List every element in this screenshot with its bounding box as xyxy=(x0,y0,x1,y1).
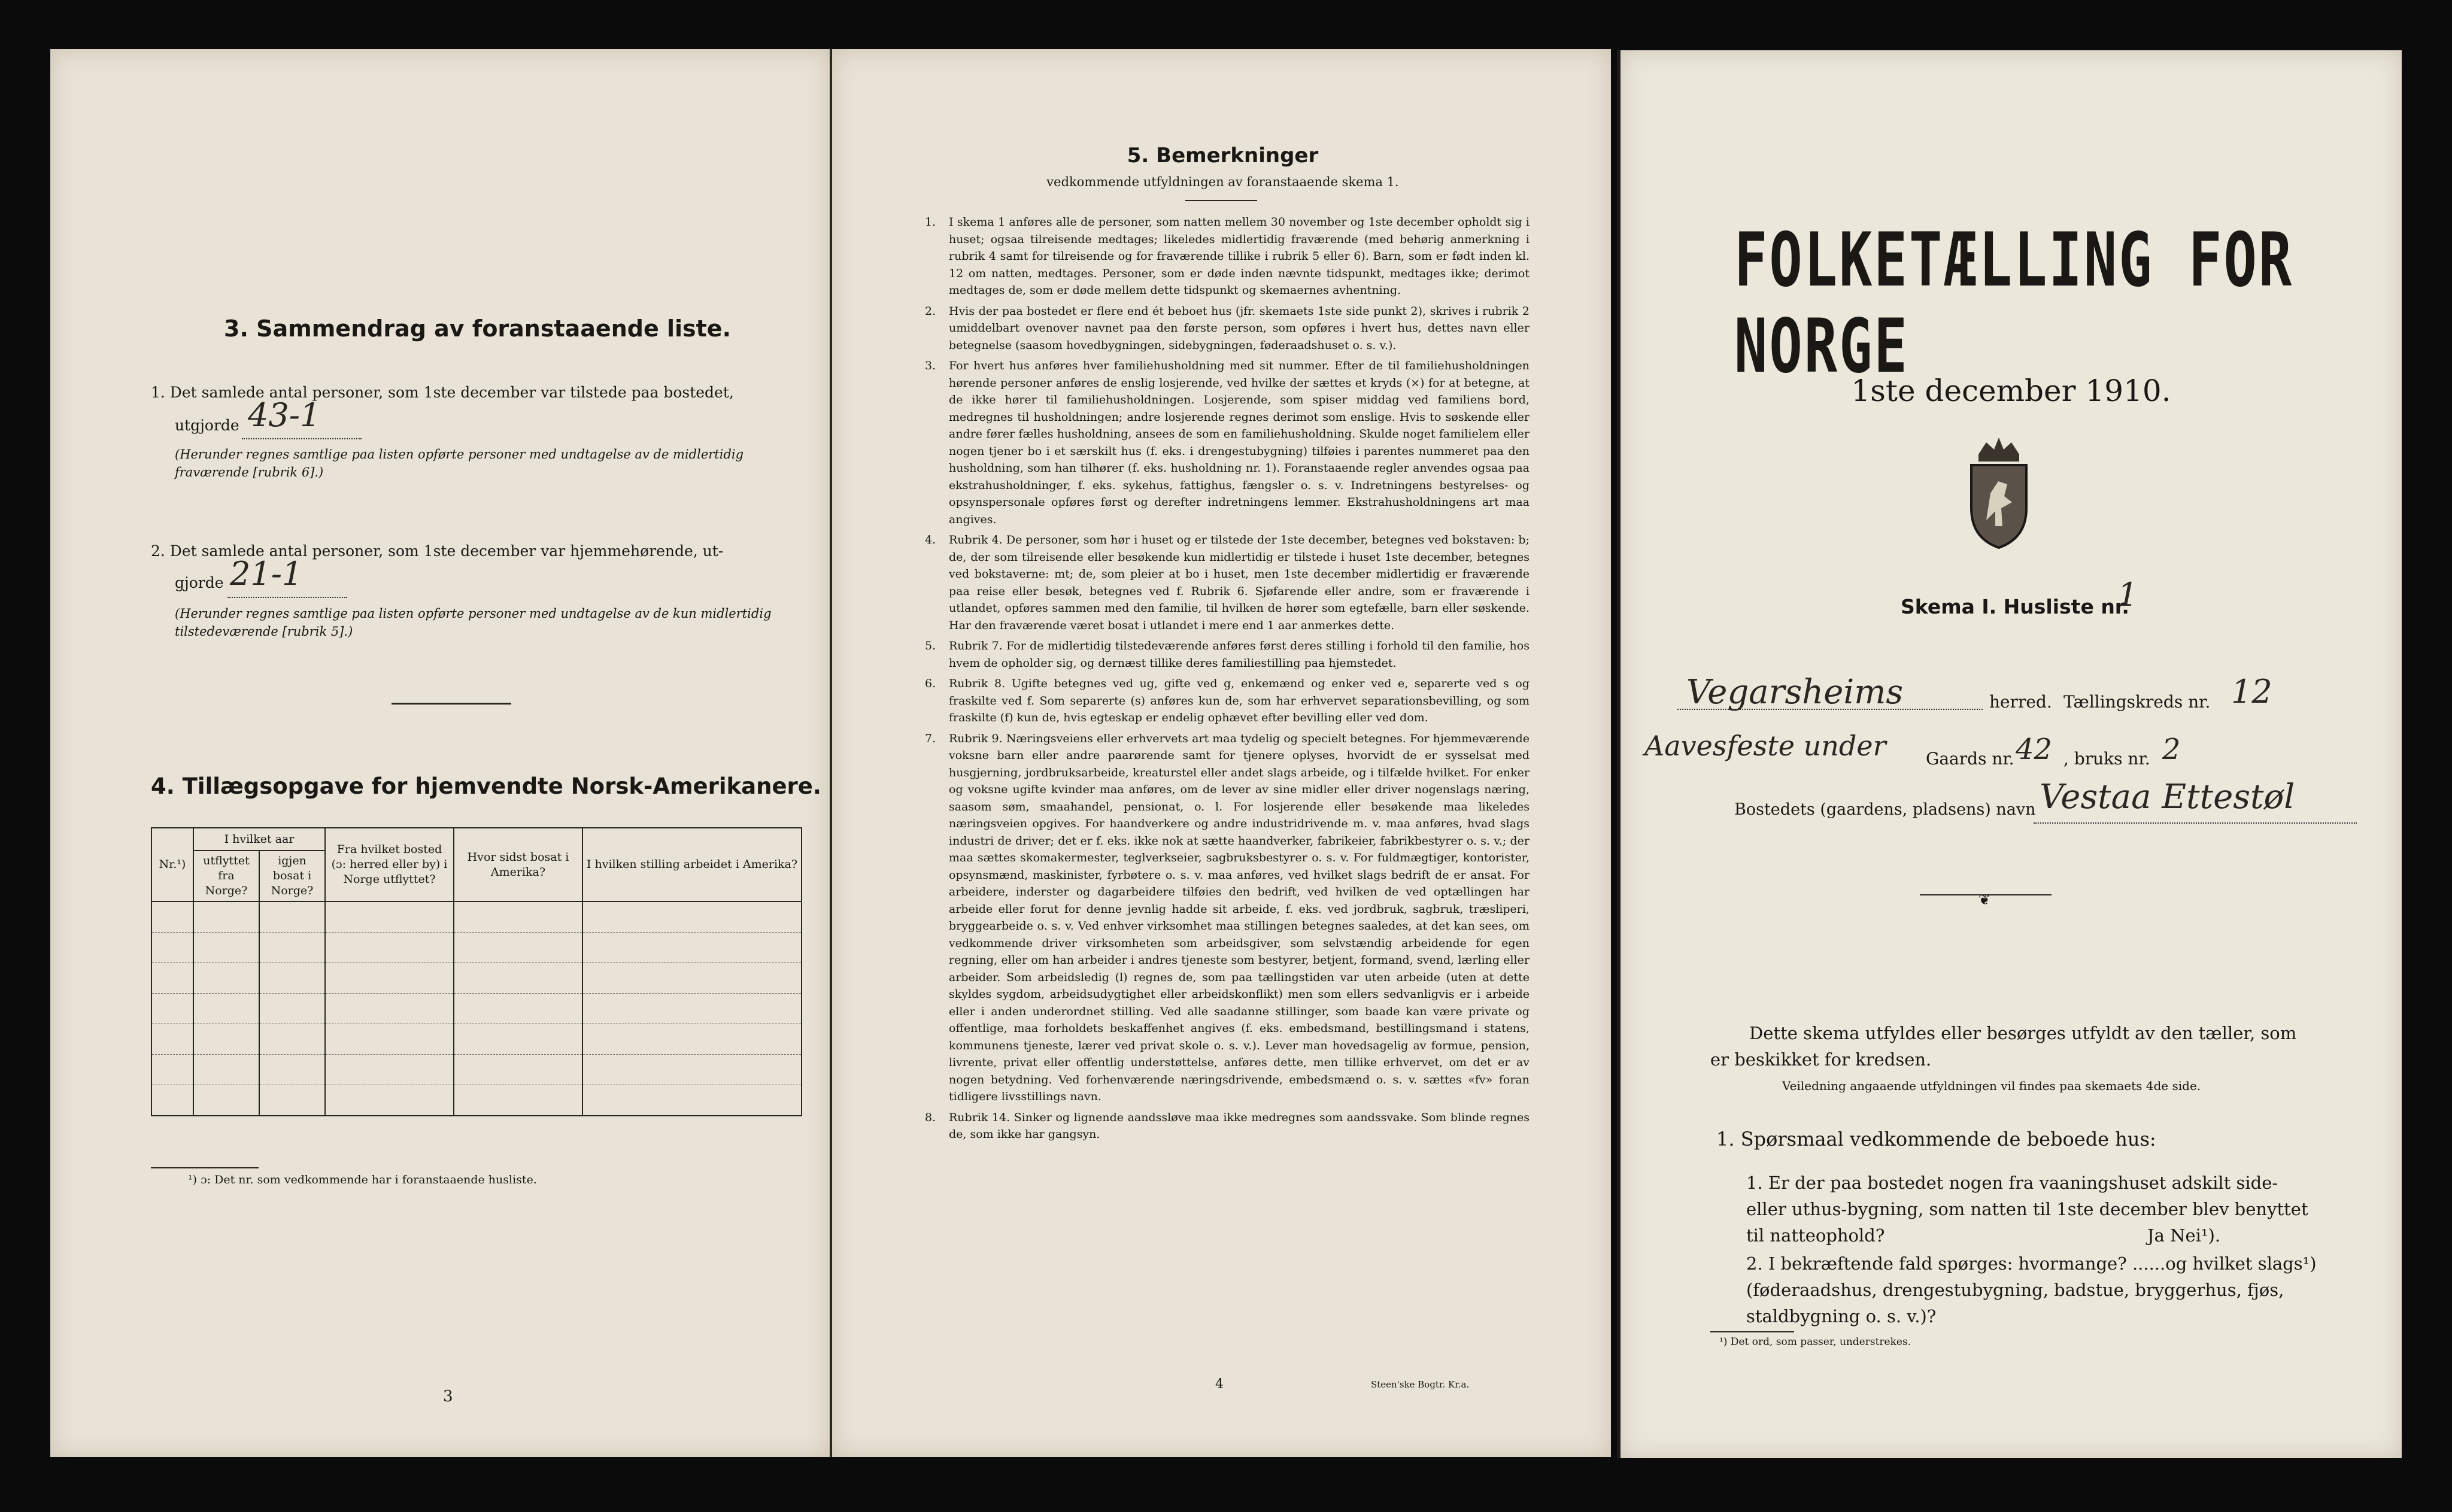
table-row xyxy=(151,1085,802,1116)
s3-item1-note: (Herunder regnes samtlige paa listen opførte personer med undtagelse av de midlertidig fraværende [rubrik 6].) xyxy=(175,447,744,479)
bosted-value: Vestaa Ettestøl xyxy=(2040,778,2295,816)
table-cell xyxy=(259,1085,325,1116)
remark-paragraph xyxy=(925,532,1530,634)
remark-paragraph xyxy=(925,675,1530,727)
table-row xyxy=(151,963,802,994)
remark-number: 1. xyxy=(925,215,936,229)
col-emigrated: utflyttet fra Norge? xyxy=(193,851,259,901)
husliste-nr: 1 xyxy=(2117,576,2138,614)
table-cell xyxy=(193,963,259,994)
col-where-last: Hvor sidst bosat i Amerika? xyxy=(454,828,582,901)
taellingskreds-label: Tællingskreds nr. xyxy=(2063,692,2211,712)
s3-item2-line xyxy=(227,597,347,598)
page-number: 3 xyxy=(443,1387,453,1405)
herred-line xyxy=(1677,709,1983,710)
remark-text: I skema 1 anføres alle de personer, som natten mellem 30 november og 1ste december opholdt sig i huset; ogsaa tilreisende medtages; likeledes midlertidig fraværende (med behørig anmerkning i rubrik 4 samt for tilreisende og for fraværende tillike i rubrik 5 eller 6). Barn, som er født inden kl. 12 om natten, medtages. Personer, som er døde inden nævnte tidspunkt, medtages ikke; derimot medtages de, som er døde mellem dette tidspunkt og skemaernes avhentning. xyxy=(949,215,1530,297)
gaards-label: Gaards nr. xyxy=(1926,749,2014,769)
remark-text: Rubrik 7. For de midlertidig tilstedeværende anføres først deres stilling i forhold til den familie, hos hvem de opholder sig, og dernæst tillike deres familiestilling paa hjemstedet. xyxy=(949,639,1530,670)
table-cell xyxy=(151,994,193,1024)
remark-number: 2. xyxy=(925,304,936,318)
col-from-where: Fra hvilket bosted (ɔ: herred eller by) i Norge utflyttet? xyxy=(325,828,454,901)
table-cell xyxy=(259,994,325,1024)
question-2: 2. I bekræftende fald spørges: hvormange? ......og hvilket slags¹) (føderaadshus, drengestubygning, badstue, bryggerhus, fjøs, staldbygning o. s. v.)? xyxy=(1746,1253,2317,1326)
bruks-value: 2 xyxy=(2162,733,2181,766)
footnote: ¹) ɔ: Det nr. som vedkommende har i foranstaaende husliste. xyxy=(188,1173,537,1186)
remarks-list xyxy=(925,214,1530,1147)
page-number: 4 xyxy=(1215,1377,1224,1392)
s3-item2-prefix: gjorde xyxy=(175,574,224,591)
table-cell xyxy=(582,1085,802,1116)
table-row xyxy=(151,1024,802,1055)
remark-number: 8. xyxy=(925,1110,936,1124)
table-cell xyxy=(454,1024,582,1055)
remark-paragraph xyxy=(925,637,1530,672)
section-3-title: 3. Sammendrag av foranstaaende liste. xyxy=(224,315,732,342)
table-cell xyxy=(325,1085,454,1116)
ornament-icon: ❦ xyxy=(1978,891,1991,908)
remark-number: 4. xyxy=(925,533,936,546)
table-cell xyxy=(582,1055,802,1085)
table-cell xyxy=(454,994,582,1024)
table-cell xyxy=(193,933,259,963)
table-cell xyxy=(325,901,454,933)
table-cell xyxy=(193,994,259,1024)
col-returned: igjen bosat i Norge? xyxy=(259,851,325,901)
table-cell xyxy=(193,901,259,933)
col-year-group: I hvilket aar xyxy=(193,828,325,851)
table-cell xyxy=(151,1085,193,1116)
remark-paragraph xyxy=(925,214,1530,299)
table-cell xyxy=(325,933,454,963)
table-cell xyxy=(259,1024,325,1055)
table-cell xyxy=(151,901,193,933)
table-cell xyxy=(454,901,582,933)
coat-of-arms-icon xyxy=(1965,436,2032,550)
table-cell xyxy=(582,901,802,933)
s3-item2-value: 21-1 xyxy=(230,555,303,593)
gaards-value: 42 xyxy=(2016,733,2053,766)
footnote: ¹) Det ord, som passer, understrekes. xyxy=(1719,1336,1911,1348)
question-1-answer: Ja Nei¹). xyxy=(2147,1225,2221,1246)
remark-text: Hvis der paa bostedet er flere end ét beboet hus (jfr. skemaets 1ste side punkt 2), skrives i rubrik 2 umiddelbart ovenover navnet paa den første person, som opføres i hvert hus, dettes navn eller betegnelse (saasom hovedbygningen, sidebygningen, føderaadshuset o. s. v.). xyxy=(949,304,1530,352)
table-cell xyxy=(454,1085,582,1116)
table-cell xyxy=(325,994,454,1024)
bruks-label: , bruks nr. xyxy=(2063,749,2150,769)
schema-label: Skema I. Husliste nr. xyxy=(1901,595,2129,618)
table-cell xyxy=(193,1085,259,1116)
remarks-subtitle: vedkommende utfyldningen av foranstaaende skema 1. xyxy=(1046,175,1399,189)
divider xyxy=(392,703,511,705)
col-occupation: I hvilken stilling arbeidet i Amerika? xyxy=(582,828,802,901)
table-cell xyxy=(454,963,582,994)
table-cell xyxy=(151,933,193,963)
remark-text: Rubrik 8. Ugifte betegnes ved ug, gifte ved g, enkemænd og enker ved e, separerte ved s og fraskilte ved f. Som separerte (s) anføres kun de, som har erhvervet separationsbevilling, og som fraskilte (f) kun de, hvis egteskap er endelig ophævet efter bevilling eller ved dom. xyxy=(949,677,1530,724)
norsk-amerikanere-table xyxy=(151,827,802,1116)
table-cell xyxy=(582,963,802,994)
remarks-title: 5. Bemerkninger xyxy=(1127,144,1319,168)
page-right xyxy=(1617,50,2402,1458)
instruction-note: Veiledning angaaende utfyldningen vil findes paa skemaets 4de side. xyxy=(1782,1079,2201,1093)
page-middle xyxy=(830,49,1611,1457)
bosted-label: Bostedets (gaardens, pladsens) navn xyxy=(1734,800,2036,819)
taellingskreds-value: 12 xyxy=(2231,673,2272,711)
table-cell xyxy=(259,901,325,933)
table-cell xyxy=(582,1024,802,1055)
herred-label: herred. xyxy=(1989,692,2052,712)
under-value: Aavesfeste under xyxy=(1644,730,1886,762)
remark-text: Rubrik 4. De personer, som hør i huset og er tilstede der 1ste december, betegnes ved bokstaven: b; de, der som tilreisende eller besøkende kun midlertidig er tilstede i huset 1ste december, betegnes ved bokstaverne: mt; de, som pleier at bo i huset, men 1ste december midlertidig er fraværende paa reise eller besøk, betegnes ved f. Rubrik 6. Sjøfarende eller andre, som er fraværende i utlandet, opføres sammen med den familie, til hvilken de hører som egtefælle, barn eller søskende. Har den fraværende været bosat i utlandet i mere end 1 aar anmerkes dette. xyxy=(949,533,1530,632)
s3-item1-value: 43-1 xyxy=(248,396,321,434)
s3-item2-note: (Herunder regnes samtlige paa listen opførte personer med undtagelse av de kun midlertidig tilstedeværende [rubrik 5].) xyxy=(175,606,772,639)
table-cell xyxy=(582,994,802,1024)
col-nr: Nr.¹) xyxy=(151,828,193,901)
table-cell xyxy=(151,963,193,994)
remark-number: 7. xyxy=(925,731,936,745)
remark-text: Rubrik 9. Næringsveiens eller erhvervets art maa tydelig og specielt betegnes. For hjemmeværende voksne barn eller andre paarørende samt for tjenere oplyses, hvorvidt de er sysselsat med husgjerning, jordbruksarbeide, kreaturstel eller andet slags arbeide, og i tilfælde hvilket. For enker og voksne ugifte kvinder maa anføres, om de lever av sine midler eller driver nogenslags næring, saasom søm, smaahandel, pensionat, o. l. For losjerende eller besøkende maa likeledes næringsveien opgives. For haandverkere og andre industridrivende m. v. maa anføres, hvad slags industri de driver; det er f. eks. ikke nok at sætte haandverker, fabrikeier, fabrikbestyrer o. s. v.; der maa sættes skomakermester, teglverkseier, sagbruksbestyrer o. s. v. For fuldmægtiger, kontorister, opsynsmænd, maskinister, fyrbøtere o. s. v. maa anføres, ved hvilket slags bedrift de er ansat. For arbeidere, inderster og dagarbeidere tilføies den bedrift, ved hvilken de ved optællingen har arbeide eller forut for denne jevnlig hadde sit arbeide, f. eks. ved jordbruk, sagbruk, træsliperi, bryggearbeide o. s. v. Ved enhver virksomhet maa stillingen betegnes saaledes, at det kan sees, om vedkommende driver virksomheten som arbeidsgiver, som selvstændig arbeidende for egen regning, eller om han arbeider i andres tjeneste som bestyrer, betjent, formand, svend, lærling eller arbeider. Som arbeidsledig (l) regnes de, som paa tællingstiden var uten arbeide (uten at dette skyldes sygdom, arbeidsudygtighet eller arbeidskonflikt) men som ellers sedvanligvis er i arbeide eller i anden underordnet stilling. Ved alle saadanne stillinger, som baade kan være private og offentlige, maa forholdets beskaffenhet angives (f. eks. embedsmand, bestillingsmand i statens, kommunens tjeneste, lærer ved privat skole o. s. v.). Lever man hovedsagelig av formue, pension, livrente, privat eller offentlig understøttelse, anføres dette, men tillike erhvervet, om det er av nogen betydning. Ved forhenværende næringsdrivende, embedsmænd o. s. v. sættes «fv» foran tidligere livsstillings navn. xyxy=(949,731,1530,1103)
table-row xyxy=(151,933,802,963)
remark-paragraph xyxy=(925,357,1530,528)
table-row xyxy=(151,1055,802,1085)
form-title: FOLKETÆLLING FOR NORGE xyxy=(1734,217,2294,390)
footnote-rule xyxy=(1710,1331,1794,1332)
table-cell xyxy=(454,933,582,963)
table-cell xyxy=(193,1055,259,1085)
s3-item2-text: 2. Det samlede antal personer, som 1ste december var hjemmehørende, ut- xyxy=(151,542,724,560)
table-row xyxy=(151,994,802,1024)
s3-item1-line xyxy=(242,438,362,439)
table-cell xyxy=(259,1055,325,1085)
table-cell xyxy=(193,1024,259,1055)
remark-number: 5. xyxy=(925,639,936,652)
table-cell xyxy=(454,1055,582,1085)
remarks-rule xyxy=(1185,200,1257,201)
questions-title: 1. Spørsmaal vedkommende de beboede hus: xyxy=(1716,1128,2156,1150)
form-date: 1ste december 1910. xyxy=(1851,374,2171,408)
s3-item1-prefix: utgjorde xyxy=(175,417,239,434)
remark-paragraph xyxy=(925,1109,1530,1143)
table-cell xyxy=(151,1024,193,1055)
herred-value: Vegarsheims xyxy=(1686,673,1904,712)
table-cell xyxy=(325,1055,454,1085)
table-row xyxy=(151,901,802,933)
footnote-rule xyxy=(151,1167,259,1168)
remark-text: Rubrik 14. Sinker og lignende aandssløve maa ikke medregnes som aandssvake. Som blinde regnes de, som ikke har gangsyn. xyxy=(949,1110,1530,1141)
remark-paragraph xyxy=(925,303,1530,354)
table-cell xyxy=(325,1024,454,1055)
page-left xyxy=(50,49,830,1457)
table-cell xyxy=(259,963,325,994)
remark-text: For hvert hus anføres hver familiehusholdning med sit nummer. Efter de til familiehusholdningen hørende personer anføres de enslig losjerende, ved hvilke der sættes et kryds (×) for at betegne, at de ikke hører til familiehusholdningen. Losjerende, som spiser middag ved familiens bord, medregnes til husholdningen; andre losjerende regnes derimot som enslige. Hvis to søskende eller andre fører fælles husholdning, ansees de som en familiehusholdning. Skulde noget familielem eller nogen tjener bo i et særskilt hus (f. eks. i drengestubygning) tilføies i parentes nummeret paa den husholdning, som han tilhører (f. eks. husholdning nr. 1). Foranstaaende regler anvendes ogsaa paa ekstrahusholdninger, f. eks. sykehus, fattighus, fængsler o. s. v. Indretningens bestyrelses- og opsynspersonale opføres først og derefter indretningens lemmer. Ekstrahusholdningens art maa angives. xyxy=(949,359,1530,526)
remark-paragraph xyxy=(925,730,1530,1106)
table-cell xyxy=(259,933,325,963)
section-4-title: 4. Tillægsopgave for hjemvendte Norsk-Amerikanere. xyxy=(151,773,821,799)
bosted-line xyxy=(2034,822,2357,824)
instruction: Dette skema utfyldes eller besørges utfyldt av den tæller, som er beskikket for kredsen. xyxy=(1710,1023,2297,1070)
remark-number: 3. xyxy=(925,359,936,372)
table-cell xyxy=(582,933,802,963)
table-cell xyxy=(151,1055,193,1085)
table-cell xyxy=(325,963,454,994)
printer-credit: Steen'ske Bogtr. Kr.a. xyxy=(1371,1379,1470,1390)
question-1: 1. Er der paa bostedet nogen fra vaaningshuset adskilt side- eller uthus-bygning, som natten til 1ste december blev benyttet til natteophold? xyxy=(1746,1173,2308,1246)
s3-item1-text: 1. Det samlede antal personer, som 1ste december var tilstede paa bostedet, xyxy=(151,384,734,401)
remark-number: 6. xyxy=(925,677,936,690)
